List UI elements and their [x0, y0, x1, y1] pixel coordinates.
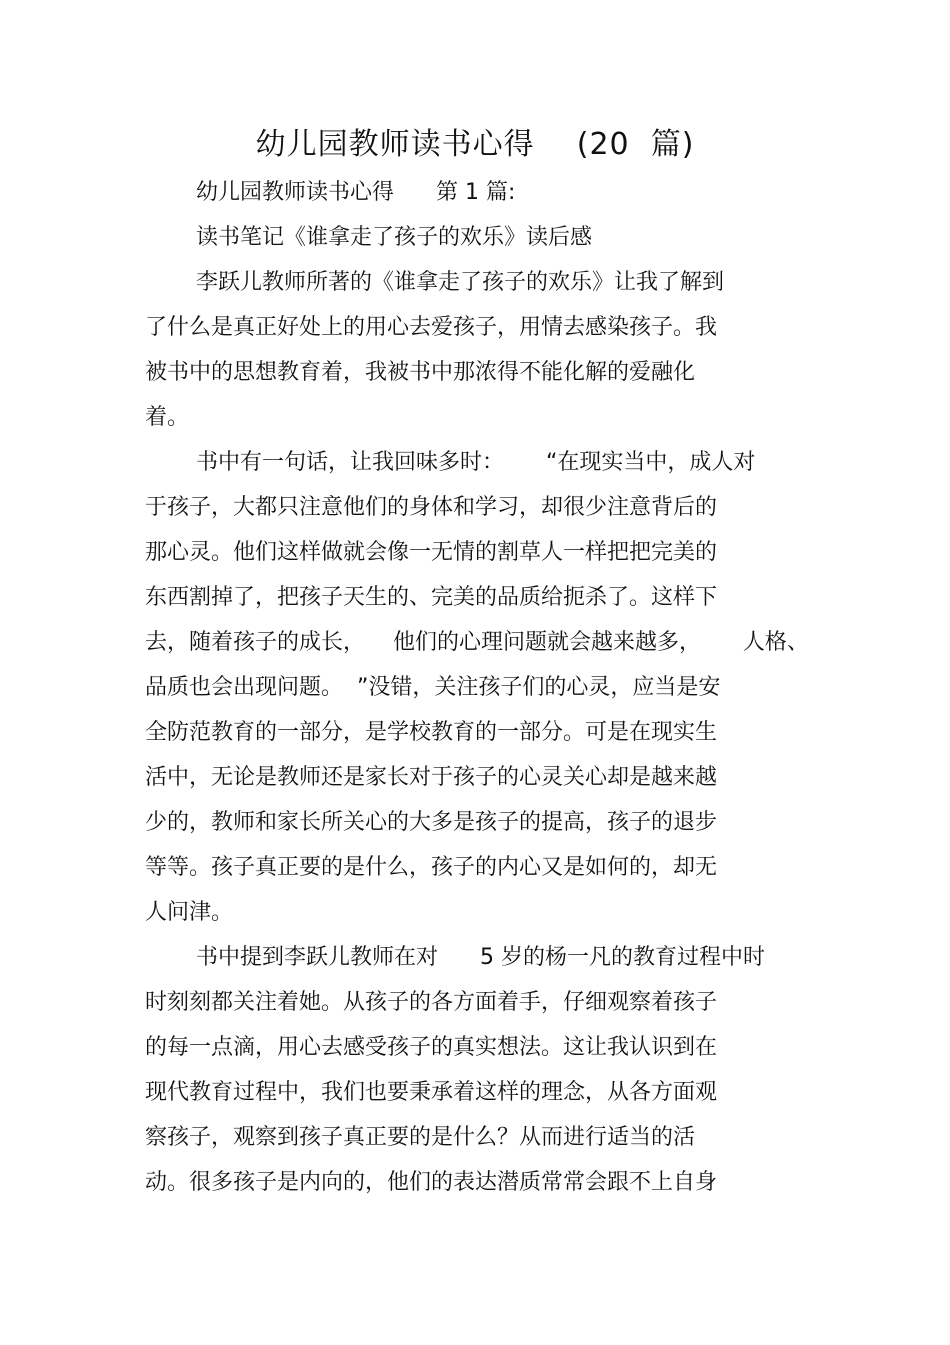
paragraph-line: 现代教育过程中，我们也要秉承着这样的理念，从各方面观 — [145, 1080, 718, 1105]
paragraph-line: 于孩子，大都只注意他们的身体和学习，却很少注意背后的 — [145, 495, 718, 520]
section-heading: 幼儿园教师读书心得 第 1 篇: — [196, 180, 516, 205]
paragraph-line: 察孩子，观察到孩子真正要的是什么？从而进行适当的活 — [145, 1125, 696, 1150]
paragraph-line: 东西割掉了，把孩子天生的、完美的品质给扼杀了。这样下 — [145, 585, 718, 610]
paragraph-line: 人问津。 — [145, 900, 234, 925]
paragraph-line: 书中有一句话，让我回味多时： “在现实当中，成人对 — [196, 450, 756, 475]
paragraph-line: 书中提到李跃儿教师在对 5 岁的杨一凡的教育过程中时 — [196, 945, 765, 970]
paragraph-line: 全防范教育的一部分，是学校教育的一部分。可是在现实生 — [145, 720, 718, 745]
paragraph-line: 少的，教师和家长所关心的大多是孩子的提高，孩子的退步 — [145, 810, 718, 835]
paragraph-line: 了什么是真正好处上的用心去爱孩子，用情去感染孩子。我 — [145, 315, 718, 340]
paragraph-line: 去，随着孩子的成长， 他们的心理问题就会越来越多， 人格、 — [145, 630, 809, 655]
document-title: 幼儿园教师读书心得 (20 篇) — [255, 127, 695, 162]
paragraph-line: 动。很多孩子是内向的，他们的表达潜质常常会跟不上自身 — [145, 1170, 718, 1195]
paragraph-line: 时刻刻都关注着她。从孩子的各方面着手，仔细观察着孩子 — [145, 990, 718, 1015]
paragraph-line: 品质也会出现问题。 ”没错，关注孩子们的心灵，应当是安 — [145, 675, 721, 700]
paragraph-line: 等等。孩子真正要的是什么，孩子的内心又是如何的，却无 — [145, 855, 718, 880]
paragraph-line: 活中，无论是教师还是家长对于孩子的心灵关心却是越来越 — [145, 765, 718, 790]
paragraph-line: 着。 — [145, 405, 190, 430]
paragraph-line: 的每一点滴，用心去感受孩子的真实想法。这让我认识到在 — [145, 1035, 718, 1060]
paragraph-line: 李跃儿教师所著的《谁拿走了孩子的欢乐》让我了解到 — [196, 270, 725, 295]
paragraph-line: 那心灵。他们这样做就会像一无情的割草人一样把把完美的 — [145, 540, 718, 565]
subheading: 读书笔记《谁拿走了孩子的欢乐》读后感 — [196, 225, 593, 250]
paragraph-line: 被书中的思想教育着，我被书中那浓得不能化解的爱融化 — [145, 360, 696, 385]
